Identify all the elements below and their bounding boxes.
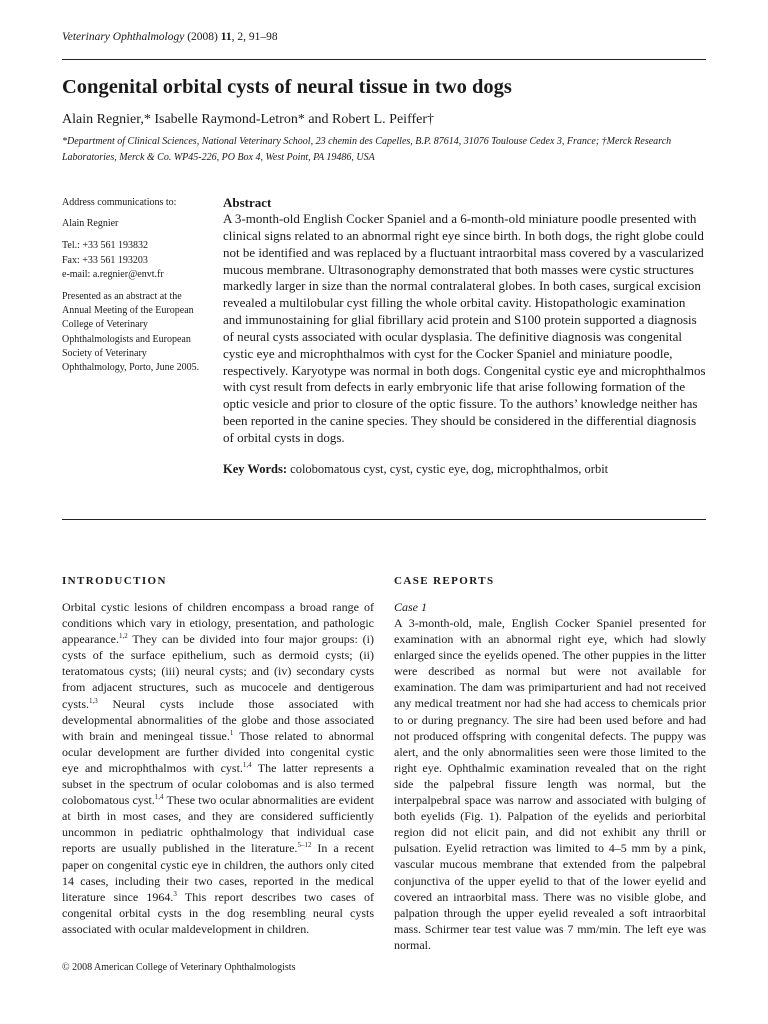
presentation-note: Presented as an abstract at the Annual Meeting of the European College of Veterinary Ophthalmologists and European Society of Veterinary Ophthalmology, Porto, June 2005. [62, 291, 200, 374]
introduction-column [62, 575, 374, 937]
abstract [223, 194, 707, 478]
journal-name: Veterinary Ophthalmology [62, 31, 185, 43]
address-label: Address communications to: [62, 197, 177, 208]
citation: 1,3 [89, 696, 98, 705]
citation: 5–12 [297, 841, 312, 850]
top-rule [62, 59, 706, 60]
journal-year: (2008) [187, 31, 218, 43]
correspondence-box [62, 196, 212, 383]
citation: 1,4 [154, 793, 164, 802]
citation: 1,4 [242, 760, 252, 769]
keywords [223, 461, 707, 478]
citation: 1,2 [118, 632, 128, 641]
copyright-footer: © 2008 American College of Veterinary Ophthalmologists [62, 962, 296, 973]
article-title: Congenital orbital cysts of neural tissue in two dogs [62, 76, 512, 98]
abstract-heading: Abstract [223, 195, 272, 210]
journal-issue-pages: , 2, 91–98 [231, 31, 278, 43]
abstract-body: A 3-month-old English Cocker Spaniel and a 6-month-old miniature poodle presented with clinical signs related to an abnormal right eye since birth. In both dogs, the right globe could not be identified and was replaced by a fluctuant intraorbital mass covered by a vascularized mucous membrane. Ultrasonography demonstrated that both masses were cystic structures markedly larger in size than the normal contralateral globes. In both cases, surgical excision revealed a multilobular cyst filling the whole orbital cavity. Histopathologic examination and immunostaining for glial fibrillary acid protein and S100 protein supported a diagnosis of neural cysts associated with ocular dysplasia. The definitive diagnosis was congenital cystic eye and microphthalmos with cyst for the Cocker Spaniel and miniature poodle, respectively. Karyotype was normal in both dogs. Congenital cystic eye and microphthalmos with cyst result from defects in early embryonic life that arise following formation of the optic vesicle and prior to closure of the optic fissure. To the authors’ knowledge neither has been reported in the canine species. They should be considered in the differential diagnosis of orbital cysts in dogs. [223, 211, 706, 445]
keywords-list: colobomatous cyst, cyst, cystic eye, dog, microphthalmos, orbit [290, 461, 609, 476]
keywords-label: Key Words: [223, 461, 288, 476]
case-1-text: A 3-month-old, male, English Cocker Spaniel presented for examination with an abnormal right eye, which had slowly enlarged since the eyelids opened. The other puppies in the litter were described as normal but were not available for examination. The dam was primiparturient and had not received any medical treatment nor had she had access to chemicals prior to or during pregnancy. The sire had been used before and had not produced offspring with congenital defects. The puppy was alert, and the only abnormalities seen were those limited to the right eye. Ophthalmic examination revealed that on the right side the palpebral fissure length was normal, but the interpalpebral space was narrow and associated with bulging of both eyelids (Fig. 1). Palpation of the eyelids and periorbital region did not elicit pain, and did not exhibit any thrill or pulsation. Eyelid retraction was limited to 4–5 mm by a pink, vascular mucous membrane that extended from the palpebral conjunctiva of the upper eyelid to that of the lower eyelid and covered an intraorbital mass. There was no visible globe, and palpation through the upper eyelid revealed a soft intraorbital mass. Schirmer tear test value was 7 mm/min. The left eye was normal. [394, 616, 706, 952]
email-address: e-mail: a.regnier@envt.fr [62, 268, 164, 280]
case-reports-column [394, 575, 706, 953]
affiliation: *Department of Clinical Sciences, National Veterinary School, 23 chemin des Capelles, B.P. 87614, 31076 Toulouse Cedex 3, France; †Merck Research Laboratories, Merck & Co. WP45-226, PO Box 4, West Point, PA 19486, USA [62, 136, 672, 163]
corresponding-author: Alain Regnier [62, 218, 119, 230]
running-head [62, 31, 278, 43]
telephone: Tel.: +33 561 193832 [62, 240, 149, 252]
citation: 1 [229, 728, 234, 737]
case-reports-heading: CASE REPORTS [394, 575, 495, 587]
introduction-text: Orbital cystic lesions of children encompass a broad range of conditions which vary in etiology, presentation, and pathologic appearance.$^{1,2}$ They can be divided into four major groups: (i) cysts of the surface epithelium, such as dermoid cysts; (ii) teratomatous cysts; (iii) neural cysts; and (iv) secondary cysts from adjacent structures, such as mucocele and dentigerous cysts.$^{1,3}$ Neural cysts include those associated with developmental abnormalities of the globe and those associated with brain and meningeal tissue.$^1$ Those related to abnormal ocular development are further divided into congenital cystic eye and microphthalmos with cyst.$^{1,4}$ The latter represents a subset in the spectrum of ocular colobomas and is also termed colobomatous cyst.$^{1,4}$ These two ocular abnormalities are evident at birth in most cases, and they are considered sufficiently uncommon in pediatric ophthalmology that individual case reports are usually published in the literature.$^{5-12}$ In a recent paper on congenital cystic eye in children, the authors only cited 14 cases, including their two cases, reported in the medical literature since 1964.$^3$ This report describes two cases of congenital orbital cysts in the dog resembling neural cysts associated with ocular maldevelopment in children. [62, 600, 375, 936]
citation: 3 [173, 889, 177, 898]
introduction-heading: INTRODUCTION [62, 575, 167, 587]
case-1-label: Case 1 [394, 600, 427, 614]
author-list: Alain Regnier,* Isabelle Raymond-Letron* and Robert L. Peiffer† [62, 112, 435, 127]
fax: Fax: +33 561 193203 [62, 254, 148, 266]
journal-volume: 11 [220, 31, 232, 43]
section-divider [62, 519, 706, 520]
